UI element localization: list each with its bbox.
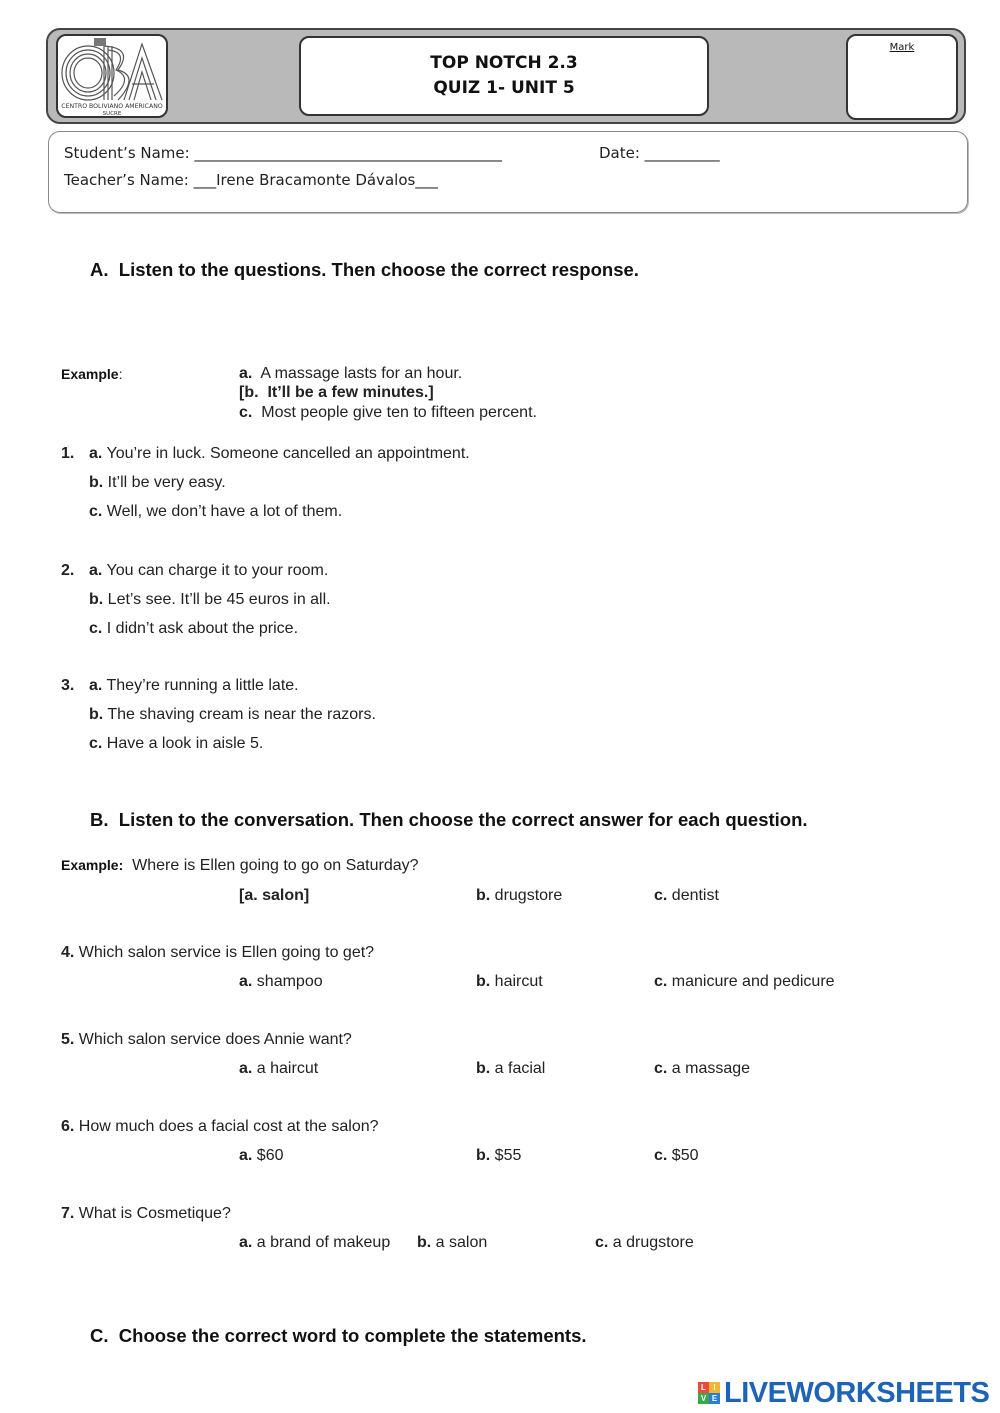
section-a-example-option-a: a. A massage lasts for an hour.: [239, 365, 463, 382]
logo-tile: E: [709, 1393, 720, 1404]
answer-option[interactable]: a. You’re in luck. Someone cancelled an appointment.: [89, 445, 470, 462]
section-a-example-option-b: [b. It’ll be a few minutes.]: [239, 384, 434, 401]
answer-option[interactable]: c. Well, we don’t have a lot of them.: [89, 503, 343, 520]
section-b-heading: B. Listen to the conversation. Then choose the correct answer for each question.: [90, 809, 808, 830]
section-b-example-option-b: b. drugstore: [476, 887, 563, 904]
answer-option[interactable]: c. a massage: [654, 1060, 751, 1077]
logo-tile: V: [698, 1393, 709, 1404]
quiz-title: [299, 36, 709, 116]
answer-option[interactable]: b. a salon: [417, 1234, 488, 1251]
question-text: 7. What is Cosmetique?: [61, 1205, 231, 1222]
liveworksheets-logo-icon: [698, 1382, 720, 1404]
logo-tile: L: [698, 1382, 709, 1393]
section-a-heading: A. Listen to the questions. Then choose the correct response.: [90, 259, 639, 280]
mark-box[interactable]: [846, 34, 958, 120]
answer-option[interactable]: c. I didn’t ask about the price.: [89, 620, 299, 637]
answer-option[interactable]: b. It’ll be very easy.: [89, 474, 226, 491]
cba-logo-icon: [58, 36, 166, 116]
question-number: 1.: [61, 445, 75, 462]
section-b-example-option-c: c. dentist: [654, 887, 719, 904]
answer-option[interactable]: c. Have a look in aisle 5.: [89, 735, 264, 752]
answer-option[interactable]: a. You can charge it to your room.: [89, 562, 329, 579]
answer-option[interactable]: b. The shaving cream is near the razors.: [89, 706, 376, 723]
section-a-example-option-c: c. Most people give ten to fifteen percent.: [239, 404, 537, 421]
logo-tile: I: [709, 1382, 720, 1393]
question-text: 6. How much does a facial cost at the salon?: [61, 1118, 379, 1135]
question-text: 5. Which salon service does Annie want?: [61, 1031, 352, 1048]
answer-option[interactable]: a. They’re running a little late.: [89, 677, 299, 694]
answer-option[interactable]: b. haircut: [476, 973, 543, 990]
answer-option[interactable]: a. a haircut: [239, 1060, 319, 1077]
svg-text:CENTRO BOLIVIANO AMERICANO: CENTRO BOLIVIANO AMERICANO: [61, 103, 163, 110]
school-logo: [56, 34, 168, 118]
quiz-title-line-2: QUIZ 1- UNIT 5: [433, 78, 575, 98]
answer-option[interactable]: a. shampoo: [239, 973, 323, 990]
section-b-example-option-a: [a. salon]: [239, 887, 310, 904]
answer-option[interactable]: c. $50: [654, 1147, 699, 1164]
liveworksheets-brand: LIVEWORKSHEETS: [724, 1377, 990, 1409]
answer-option[interactable]: b. $55: [476, 1147, 522, 1164]
quiz-title-line-1: TOP NOTCH 2.3: [430, 53, 578, 73]
question-number: 3.: [61, 677, 75, 694]
mark-label: Mark: [889, 42, 915, 53]
section-b-example: Example: Where is Ellen going to go on Saturday?: [61, 857, 419, 874]
section-c-heading: C. Choose the correct word to complete the statements.: [90, 1325, 587, 1346]
answer-option[interactable]: c. manicure and pedicure: [654, 973, 835, 990]
student-name-field[interactable]: Student’s Name: _________________________________________: [64, 144, 502, 162]
answer-option[interactable]: c. a drugstore: [595, 1234, 694, 1251]
question-text: 4. Which salon service is Ellen going to get?: [61, 944, 375, 961]
teacher-name: Teacher’s Name: ___Irene Bracamonte Dávalos___: [64, 171, 438, 189]
liveworksheets-watermark: [698, 1378, 989, 1408]
question-number: 2.: [61, 562, 75, 579]
answer-option[interactable]: b. Let’s see. It’ll be 45 euros in all.: [89, 591, 331, 608]
answer-option[interactable]: a. a brand of makeup: [239, 1234, 391, 1251]
answer-option[interactable]: a. $60: [239, 1147, 284, 1164]
section-a-example-label: Example:: [61, 366, 123, 382]
answer-option[interactable]: b. a facial: [476, 1060, 546, 1077]
date-field[interactable]: Date: __________: [599, 144, 720, 162]
svg-text:SUCRE: SUCRE: [102, 111, 122, 116]
